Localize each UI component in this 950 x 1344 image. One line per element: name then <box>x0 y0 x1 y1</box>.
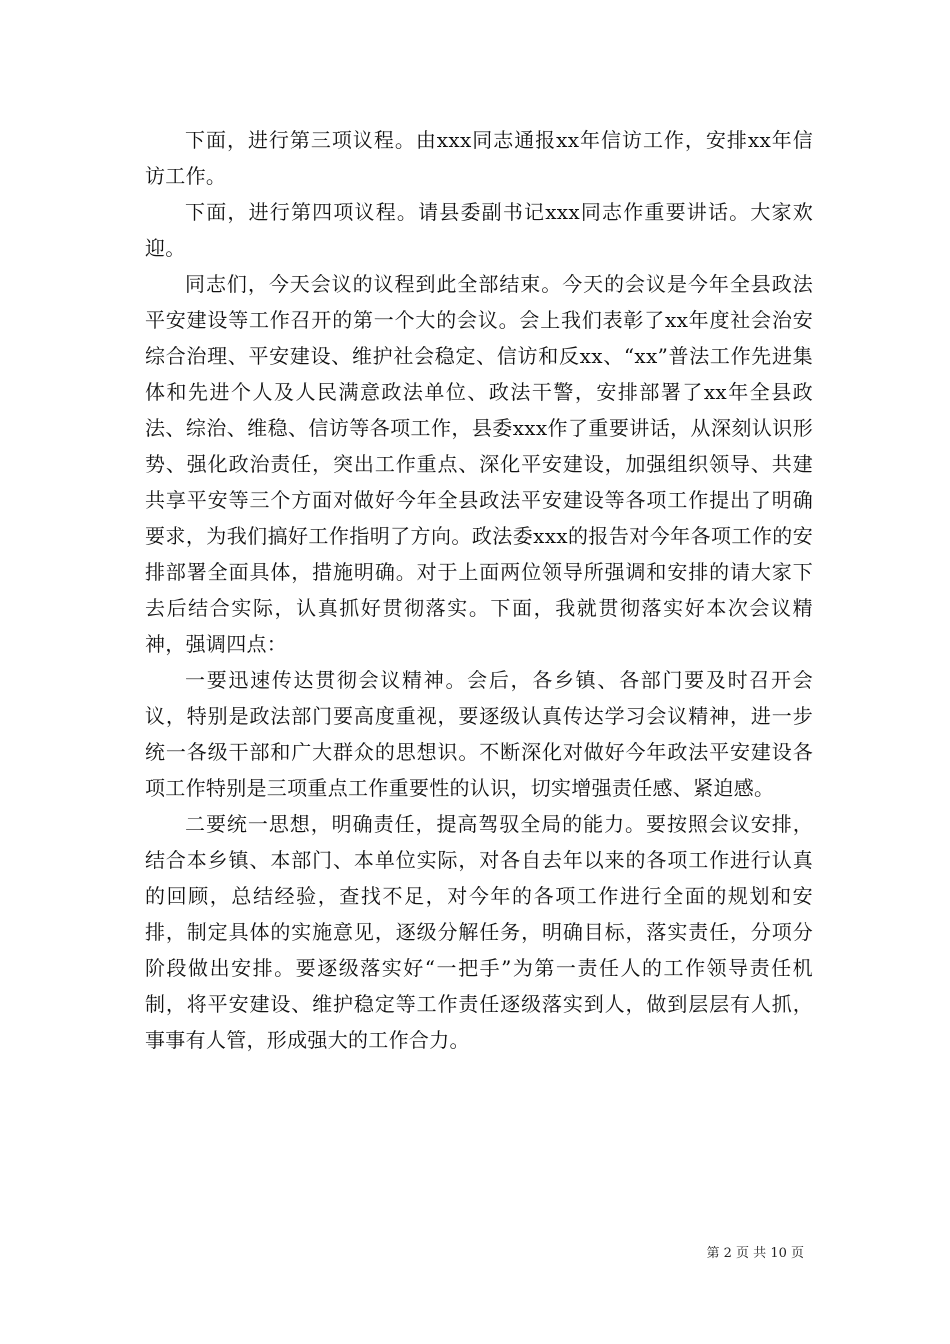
paragraph-agenda-item-3: 下面，进行第三项议程。由xxx同志通报xx年信访工作，安排xx年信访工作。 <box>145 128 813 188</box>
paragraph-point-two: 二要统一思想，明确责任，提高驾驭全局的能力。要按照会议安排，结合本乡镇、本部门、本单位实际，对各自去年以来的各项工作进行认真的回顾，总结经验，查找不足，对今年的各项工作进行全面的规划和安排，制定具体的实施意见，逐级分解任务，明确目标，落实责任，分项分阶段做出安排。要逐级落实好“一把手”为第一责任人的工作领导责任机制，将平安建设、维护稳定等工作责任逐级落实到人，做到层层有人抓，事事有人管，形成强大的工作合力。 <box>145 812 813 1052</box>
paragraph-meeting-summary: 同志们，今天会议的议程到此全部结束。今天的会议是今年全县政法平安建设等工作召开的第一个大的会议。会上我们表彰了xx年度社会治安综合治理、平安建设、维护社会稳定、信访和反xx、“xx”普法工作先进集体和先进个人及人民满意政法单位、政法干警，安排部署了xx年全县政法、综治、维稳、信访等各项工作，县委xxx作了重要讲话，从深刻认识形势、强化政治责任，突出工作重点、深化平安建设，加强组织领导、共建共享平安等三个方面对做好今年全县政法平安建设等各项工作提出了明确要求，为我们搞好工作指明了方向。政法委xxx的报告对今年各项工作的安排部署全面具体，措施明确。对于上面两位领导所强调和安排的请大家下去后结合实际，认真抓好贯彻落实。下面，我就贯彻落实好本次会议精神，强调四点： <box>145 272 813 656</box>
page-number: 第 2 页 共 10 页 <box>706 1246 804 1261</box>
paragraph-point-one: 一要迅速传达贯彻会议精神。会后，各乡镇、各部门要及时召开会议，特别是政法部门要高度重视，要逐级认真传达学习会议精神，进一步统一各级干部和广大群众的思想识。不断深化对做好今年政法平安建设各项工作特别是三项重点工作重要性的认识，切实增强责任感、紧迫感。 <box>145 668 813 800</box>
document-body <box>145 122 813 1058</box>
paragraph-agenda-item-4: 下面，进行第四项议程。请县委副书记xxx同志作重要讲话。大家欢迎。 <box>145 200 813 260</box>
